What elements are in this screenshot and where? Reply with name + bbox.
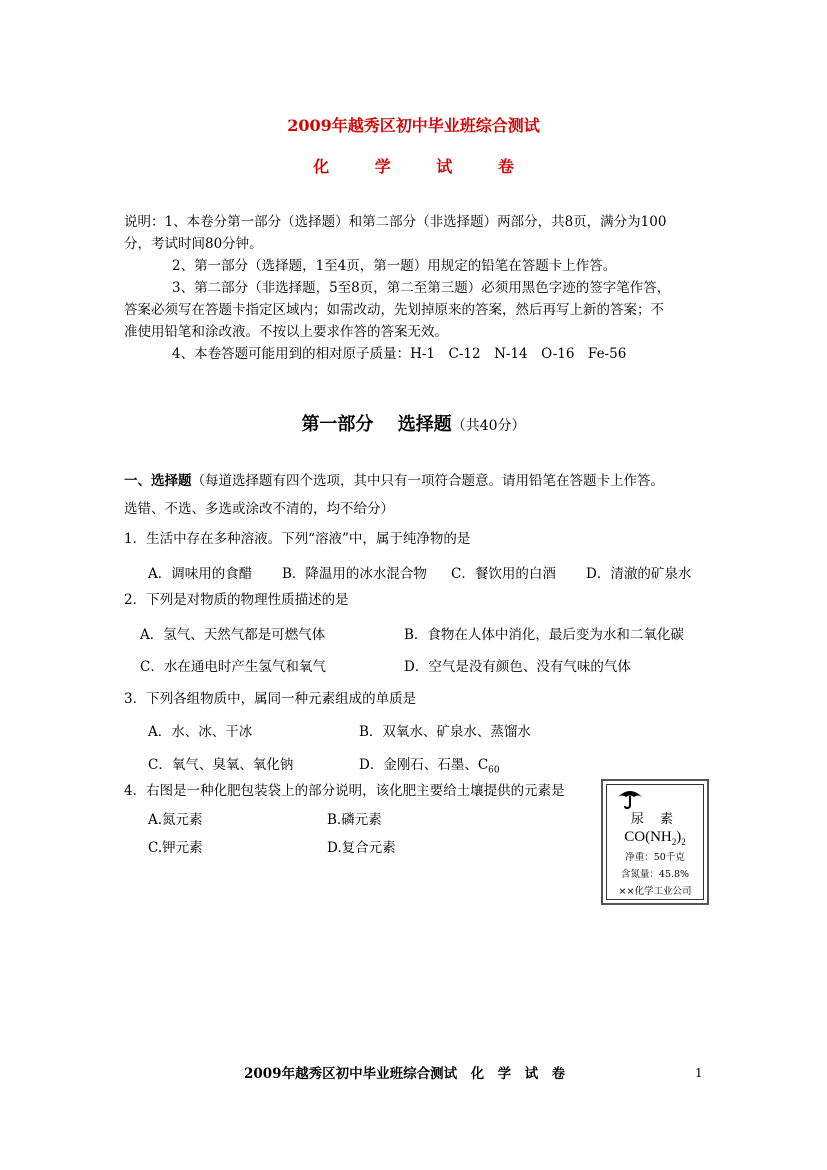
fertilizer-nitrogen: 含氮量：45.8% [620,869,690,880]
fertilizer-label-inner [606,784,704,900]
part-one-title: 第一部分 选择题 [301,414,452,435]
question-3-option-a: A．水、冰、干冰 [148,724,253,740]
question-1-option-c: C．餐饮用的白酒 [451,566,556,582]
question-3-option-d [359,757,500,776]
part-one-score: （共40分） [451,418,526,434]
question-3-stem: 3．下列各组物质中，属同一种元素组成的单质是 [124,691,417,707]
exam-title: 2009年越秀区初中毕业班综合测试 [287,116,540,135]
fertilizer-company: ××化学工业公司 [618,886,692,897]
question-4-option-b: B.磷元素 [327,812,382,828]
question-4-option-c: C.钾元素 [148,840,203,856]
section-label: 一、选择题 [124,473,192,489]
section-desc-line1: （每道选择题有四个选项，其中只有一项符合题意。请用铅笔在答题卡上作答。 [191,473,664,489]
instruction-line: 2、第一部分（选择题，1至4页，第一题）用规定的铅笔在答题卡上作答。 [172,258,617,274]
question-2-option-a: A．氢气、天然气都是可燃气体 [140,627,326,643]
question-1-option-b: B．降温用的冰水混合物 [282,566,427,582]
question-2-option-b: B．食物在人体中消化，最后变为水和二氧化碳 [404,627,684,643]
instruction-line: 4、本卷答题可能用到的相对原子质量：H-1 C-12 N-14 O-16 Fe-56 [172,346,627,362]
question-1-option-a: A．调味用的食醋 [148,566,253,582]
question-3-option-d-text: D．金刚石、石墨、C [359,757,489,773]
question-2-option-d: D．空气是没有颜色、没有气味的气体 [404,659,631,675]
question-1-stem: 1．生活中存在多种溶液。下列“溶液”中，属于纯净物的是 [124,531,471,547]
section-desc-line2: 选错、不选、多选或涂改不清的，均不给分） [124,501,394,517]
formula-end: ) [676,829,682,845]
question-2-option-c: C．水在通电时产生氢气和氧气 [140,659,326,675]
formula-main: CO(NH [624,829,672,845]
instruction-line: 说明：1、本卷分第一部分（选择题）和第二部分（非选择题）两部分，共8页，满分为100 [124,214,667,230]
instruction-line: 准使用铅笔和涂改液。不按以上要求作答的答案无效。 [124,324,448,340]
question-4-stem: 4．右图是一种化肥包装袋上的部分说明，该化肥主要给土壤提供的元素是 [124,783,565,799]
fertilizer-net-weight: 净重：50千克 [625,852,685,863]
question-4-option-a: A.氮元素 [148,812,203,828]
part-one-heading [0,414,827,436]
instruction-line: 3、第二部分（非选择题，5至8页，第二至第三题）必须用黑色字迹的签字笔作答， [172,280,671,296]
exam-subtitle: 化 学 试 卷 [313,157,534,176]
instruction-line: 答案必须写在答题卡指定区域内；如需改动，先划掉原来的答案，然后再写上新的答案；不 [124,302,664,318]
subscript: 60 [488,765,500,776]
fertilizer-formula [607,829,703,848]
question-4-option-d: D.复合元素 [327,840,396,856]
section-description [124,473,664,489]
question-3-option-c: C．氧气、臭氧、氧化钠 [148,757,294,773]
page-footer-title: 2009年越秀区初中毕业班综合测试 化 学 试 卷 [244,1066,566,1082]
instruction-line: 分，考试时间80分钟。 [124,236,263,252]
fertilizer-label [601,779,709,905]
page-number: 1 [695,1066,703,1080]
fertilizer-name: 尿 素 [630,812,680,827]
question-1-option-d: D．清澈的矿泉水 [586,566,692,582]
question-2-stem: 2．下列是对物质的物理性质描述的是 [124,592,349,608]
formula-sub: 2 [671,837,677,847]
question-3-option-b: B．双氧水、矿泉水、蒸馏水 [359,724,531,740]
umbrella-icon [616,787,644,809]
formula-count: 2 [681,837,686,847]
